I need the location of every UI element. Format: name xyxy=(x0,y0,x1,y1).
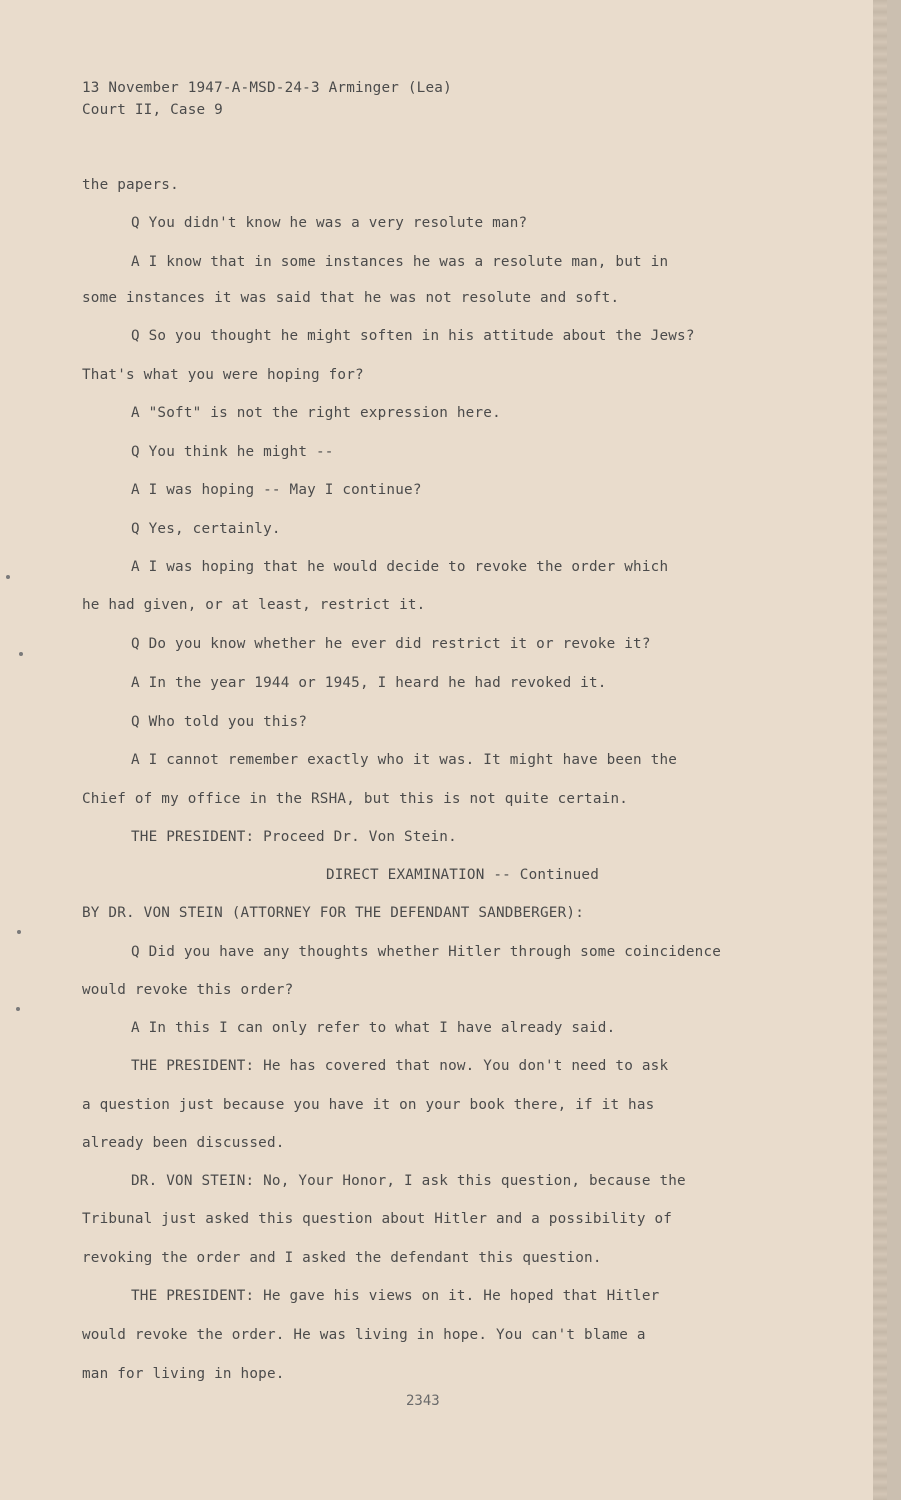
margin-mark xyxy=(19,652,23,656)
text-line-29: revoking the order and I asked the defendant this question. xyxy=(82,1250,602,1266)
text-line-21: Q Did you have any thoughts whether Hitler through some coincidence xyxy=(131,944,722,960)
text-line-13: Q Do you know whether he ever did restrict it or revoke it? xyxy=(131,636,651,652)
text-line-11: A I was hoping that he would decide to revoke the order which xyxy=(131,559,669,575)
text-line-10: Q Yes, certainly. xyxy=(131,521,281,537)
text-line-30: THE PRESIDENT: He gave his views on it. He hoped that Hitler xyxy=(131,1288,660,1304)
text-line-32: man for living in hope. xyxy=(82,1366,285,1382)
text-line-2: Q You didn't know he was a very resolute man? xyxy=(131,215,528,231)
text-line-7: A "Soft" is not the right expression here. xyxy=(131,405,501,421)
text-line-26: already been discussed. xyxy=(82,1135,285,1151)
text-line-17: Chief of my office in the RSHA, but this is not quite certain. xyxy=(82,791,629,807)
header-line-2: Court II, Case 9 xyxy=(82,102,223,118)
text-line-8: Q You think he might -- xyxy=(131,444,334,460)
text-line-22: would revoke this order? xyxy=(82,982,294,998)
margin-mark xyxy=(17,930,21,934)
text-line-15: Q Who told you this? xyxy=(131,714,308,730)
text-line-14: A In the year 1944 or 1945, I heard he had revoked it. xyxy=(131,675,607,691)
text-line-4: some instances it was said that he was not resolute and soft. xyxy=(82,290,620,306)
text-line-3: A I know that in some instances he was a resolute man, but in xyxy=(131,254,669,270)
text-line-28: Tribunal just asked this question about Hitler and a possibility of xyxy=(82,1211,673,1227)
margin-mark xyxy=(16,1007,20,1011)
text-line-20: BY DR. VON STEIN (ATTORNEY FOR THE DEFENDANT SANDBERGER): xyxy=(82,905,585,921)
text-line-5: Q So you thought he might soften in his attitude about the Jews? xyxy=(131,328,695,344)
text-line-25: a question just because you have it on your book there, if it has xyxy=(82,1097,655,1113)
text-line-1: the papers. xyxy=(82,177,179,193)
text-line-6: That's what you were hoping for? xyxy=(82,367,364,383)
text-line-31: would revoke the order. He was living in hope. You can't blame a xyxy=(82,1327,646,1343)
text-line-16: A I cannot remember exactly who it was. It might have been the xyxy=(131,752,678,768)
text-line-18: THE PRESIDENT: Proceed Dr. Von Stein. xyxy=(131,829,457,845)
page-number: 2343 xyxy=(406,1393,440,1409)
text-line-12: he had given, or at least, restrict it. xyxy=(82,597,426,613)
text-line-24: THE PRESIDENT: He has covered that now. You don't need to ask xyxy=(131,1058,669,1074)
text-line-27: DR. VON STEIN: No, Your Honor, I ask this question, because the xyxy=(131,1173,686,1189)
section-heading: DIRECT EXAMINATION -- Continued xyxy=(326,867,600,883)
margin-mark xyxy=(6,575,10,579)
paper-edge xyxy=(873,0,887,1500)
text-line-23: A In this I can only refer to what I have already said. xyxy=(131,1020,616,1036)
header-line-1: 13 November 1947-A-MSD-24-3 Arminger (Lea) xyxy=(82,80,452,96)
text-line-9: A I was hoping -- May I continue? xyxy=(131,482,422,498)
